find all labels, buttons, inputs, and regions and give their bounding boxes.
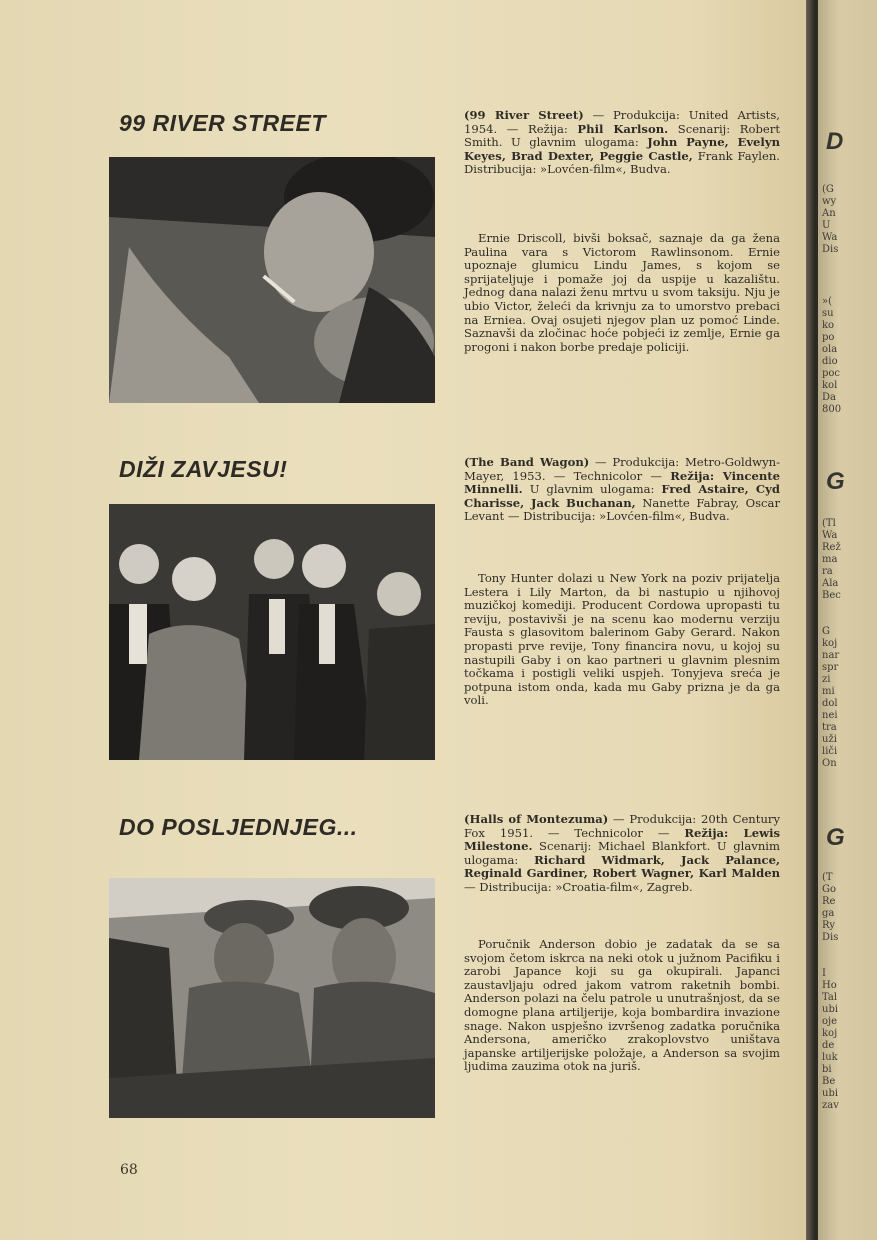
movie-synopsis-2: Tony Hunter dolazi u New York na poziv prijatelja Lestera i Lily Marton, da bi nastupio u njihovoj muzičkoj komediji. Producent Cordowa upropasti tu reviju, postavivši je na scenu kao modernu verziju Fausta s glasovitom balerinom Gaby Gerard. Nakon propasti prve revije, Tony financira novu, u kojoj su nastupili Gaby i on kao partneri u glavnim plesnim točkama i postigli veliki uspjeh. Tonyjeva sreća je potpuna istom onda, kada mu Gaby prizna je da ga voli.: [464, 571, 780, 708]
next-page-fragment-3: (Tl Wa Rež ma ra Ala Bec: [822, 518, 841, 601]
movie-still-3: [109, 878, 435, 1118]
adjacent-page-edge: [818, 0, 877, 1240]
next-page-heading-2: G: [826, 468, 845, 495]
movie-still-2: [109, 504, 435, 760]
movie-title-3: DO POSLJEDNJEG...: [119, 814, 358, 840]
next-page-fragment-6: I Ho Tal ubi oje koj de luk bi Be ubi zav: [822, 968, 839, 1111]
next-page-fragment-1: (G wy An U Wa Dis: [822, 184, 839, 255]
movie-still-1: [109, 157, 435, 403]
movie-synopsis-3: Poručnik Anderson dobio je zadatak da se sa svojom četom iskrca na neki otok u južnom Pacifiku i zarobi Japance koji su ga okupirali. Japanci zaustavljaju odred jakom vatrom raketnih bombi. Anderson polazi na čelu patrole u unutrašnjost, da se domogne plana artiljerije, koja bombardira invazione snage. Nakon uspješno izvršenog zadatka poručnika Andersona, američko zrakoplovstvo uništava japanske artiljerijske položaje, a Anderson sa svojim ljudima zauzima otok na juriš.: [464, 937, 780, 1074]
next-page-fragment-4: G koj nar spr zi mi dol nei tra uži liči On: [822, 626, 840, 769]
movie-credits-2: (The Band Wagon) — Produkcija: Metro-Goldwyn-Mayer, 1953. — Technicolor — Režija: Vincente Minnelli. U glavnim ulogama: Fred Astaire, Cyd Charisse, Jack Buchanan, Nanette Fabray, Oscar Levant — Distribucija: »Lovćen-film«, Budva.: [464, 455, 781, 524]
next-page-heading-3: G: [826, 824, 845, 851]
movie-title-2: DIŽI ZAVJESU!: [119, 456, 288, 482]
next-page-fragment-5: (T Go Re ga Ry Dis: [822, 872, 839, 943]
next-page-heading-1: D: [826, 128, 844, 155]
next-page-fragment-2: »( su ko po ola dio poc kol Da 800: [822, 296, 842, 415]
page-number: 68: [120, 1162, 138, 1178]
movie-credits-1: (99 River Street) — Produkcija: United Artists, 1954. — Režija: Phil Karlson. Scenarij: Robert Smith. U glavnim ulogama: John Payne, Evelyn Keyes, Brad Dexter, Peggie Castle, Frank Faylen. Distribucija: »Lovćen-film«, Budva.: [464, 108, 780, 177]
movie-synopsis-1: Ernie Driscoll, bivši boksač, saznaje da ga žena Paulina vara s Victorom Rawlinsonom. Ernie upoznaje glumicu Lindu James, s kojom se sprijateljuje i pomaže joj da uspije u kazalištu. Jednog dana nalazi ženu mrtvu u svom taksiju. Nju je ubio Victor, želeći da krivnju za to umorstvo prebaci na Erniea. Ovaj osujeti njegov plan uz pomoć Linde. Saznavši da zločinac hoće pobjeći iz zemlje, Ernie ga progoni i nakon borbe predaje policiji.: [464, 231, 780, 354]
movie-title-1: 99 RIVER STREET: [119, 110, 326, 136]
movie-credits-3: (Halls of Montezuma) — Produkcija: 20th Century Fox 1951. — Technicolor — Režija: Lewis Milestone. Scenarij: Michael Blankfort. U glavnim ulogama: Richard Widmark, Jack Palance, Reginald Gardiner, Robert Wagner, Karl Malden — Distribucija: »Croatia-film«, Zagreb.: [464, 812, 781, 894]
